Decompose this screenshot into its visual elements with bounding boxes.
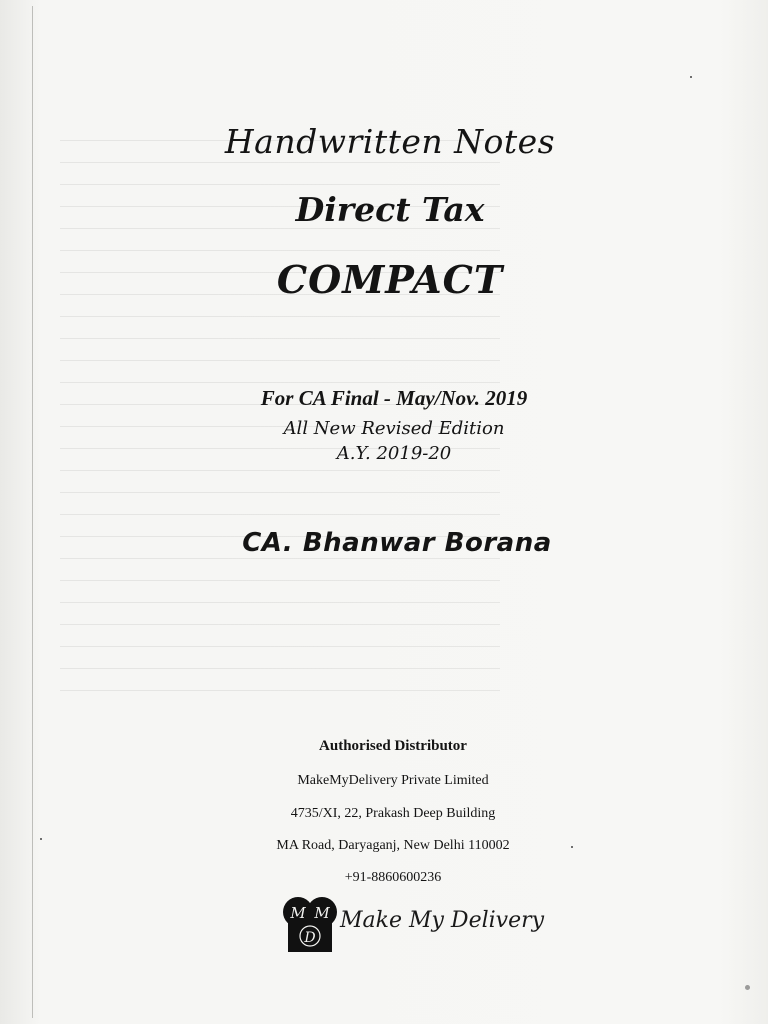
revision-line: All New Revised Edition [283, 418, 505, 439]
distributor-address-line2: MA Road, Daryaganj, New Delhi 110002 [276, 838, 510, 853]
scan-speck [745, 985, 750, 990]
svg-text:M: M [290, 904, 306, 922]
svg-text:M: M [314, 904, 330, 922]
scan-speck [40, 838, 42, 840]
subject-title: Direct Tax [295, 190, 485, 229]
scan-speck [690, 76, 692, 78]
series-title: Handwritten Notes [224, 122, 556, 161]
edition-name: COMPACT [276, 257, 504, 302]
exam-line: For CA Final - May/Nov. 2019 [260, 386, 528, 410]
svg-text:D: D [304, 930, 316, 946]
distributor-address-line1: 4735/XI, 22, Prakash Deep Building [290, 806, 496, 821]
mmd-monogram-icon [282, 894, 338, 954]
distributor-company: MakeMyDelivery Private Limited [297, 773, 489, 788]
scan-speck [571, 846, 573, 848]
distributor-phone: +91-8860600236 [344, 870, 442, 885]
assessment-year: A.Y. 2019-20 [336, 443, 452, 464]
distributor-heading: Authorised Distributor [319, 738, 467, 754]
logo-wordmark: Make My Delivery [340, 908, 545, 933]
make-my-delivery-logo [282, 894, 545, 954]
author-name: CA. Bhanwar Borana [242, 528, 552, 558]
